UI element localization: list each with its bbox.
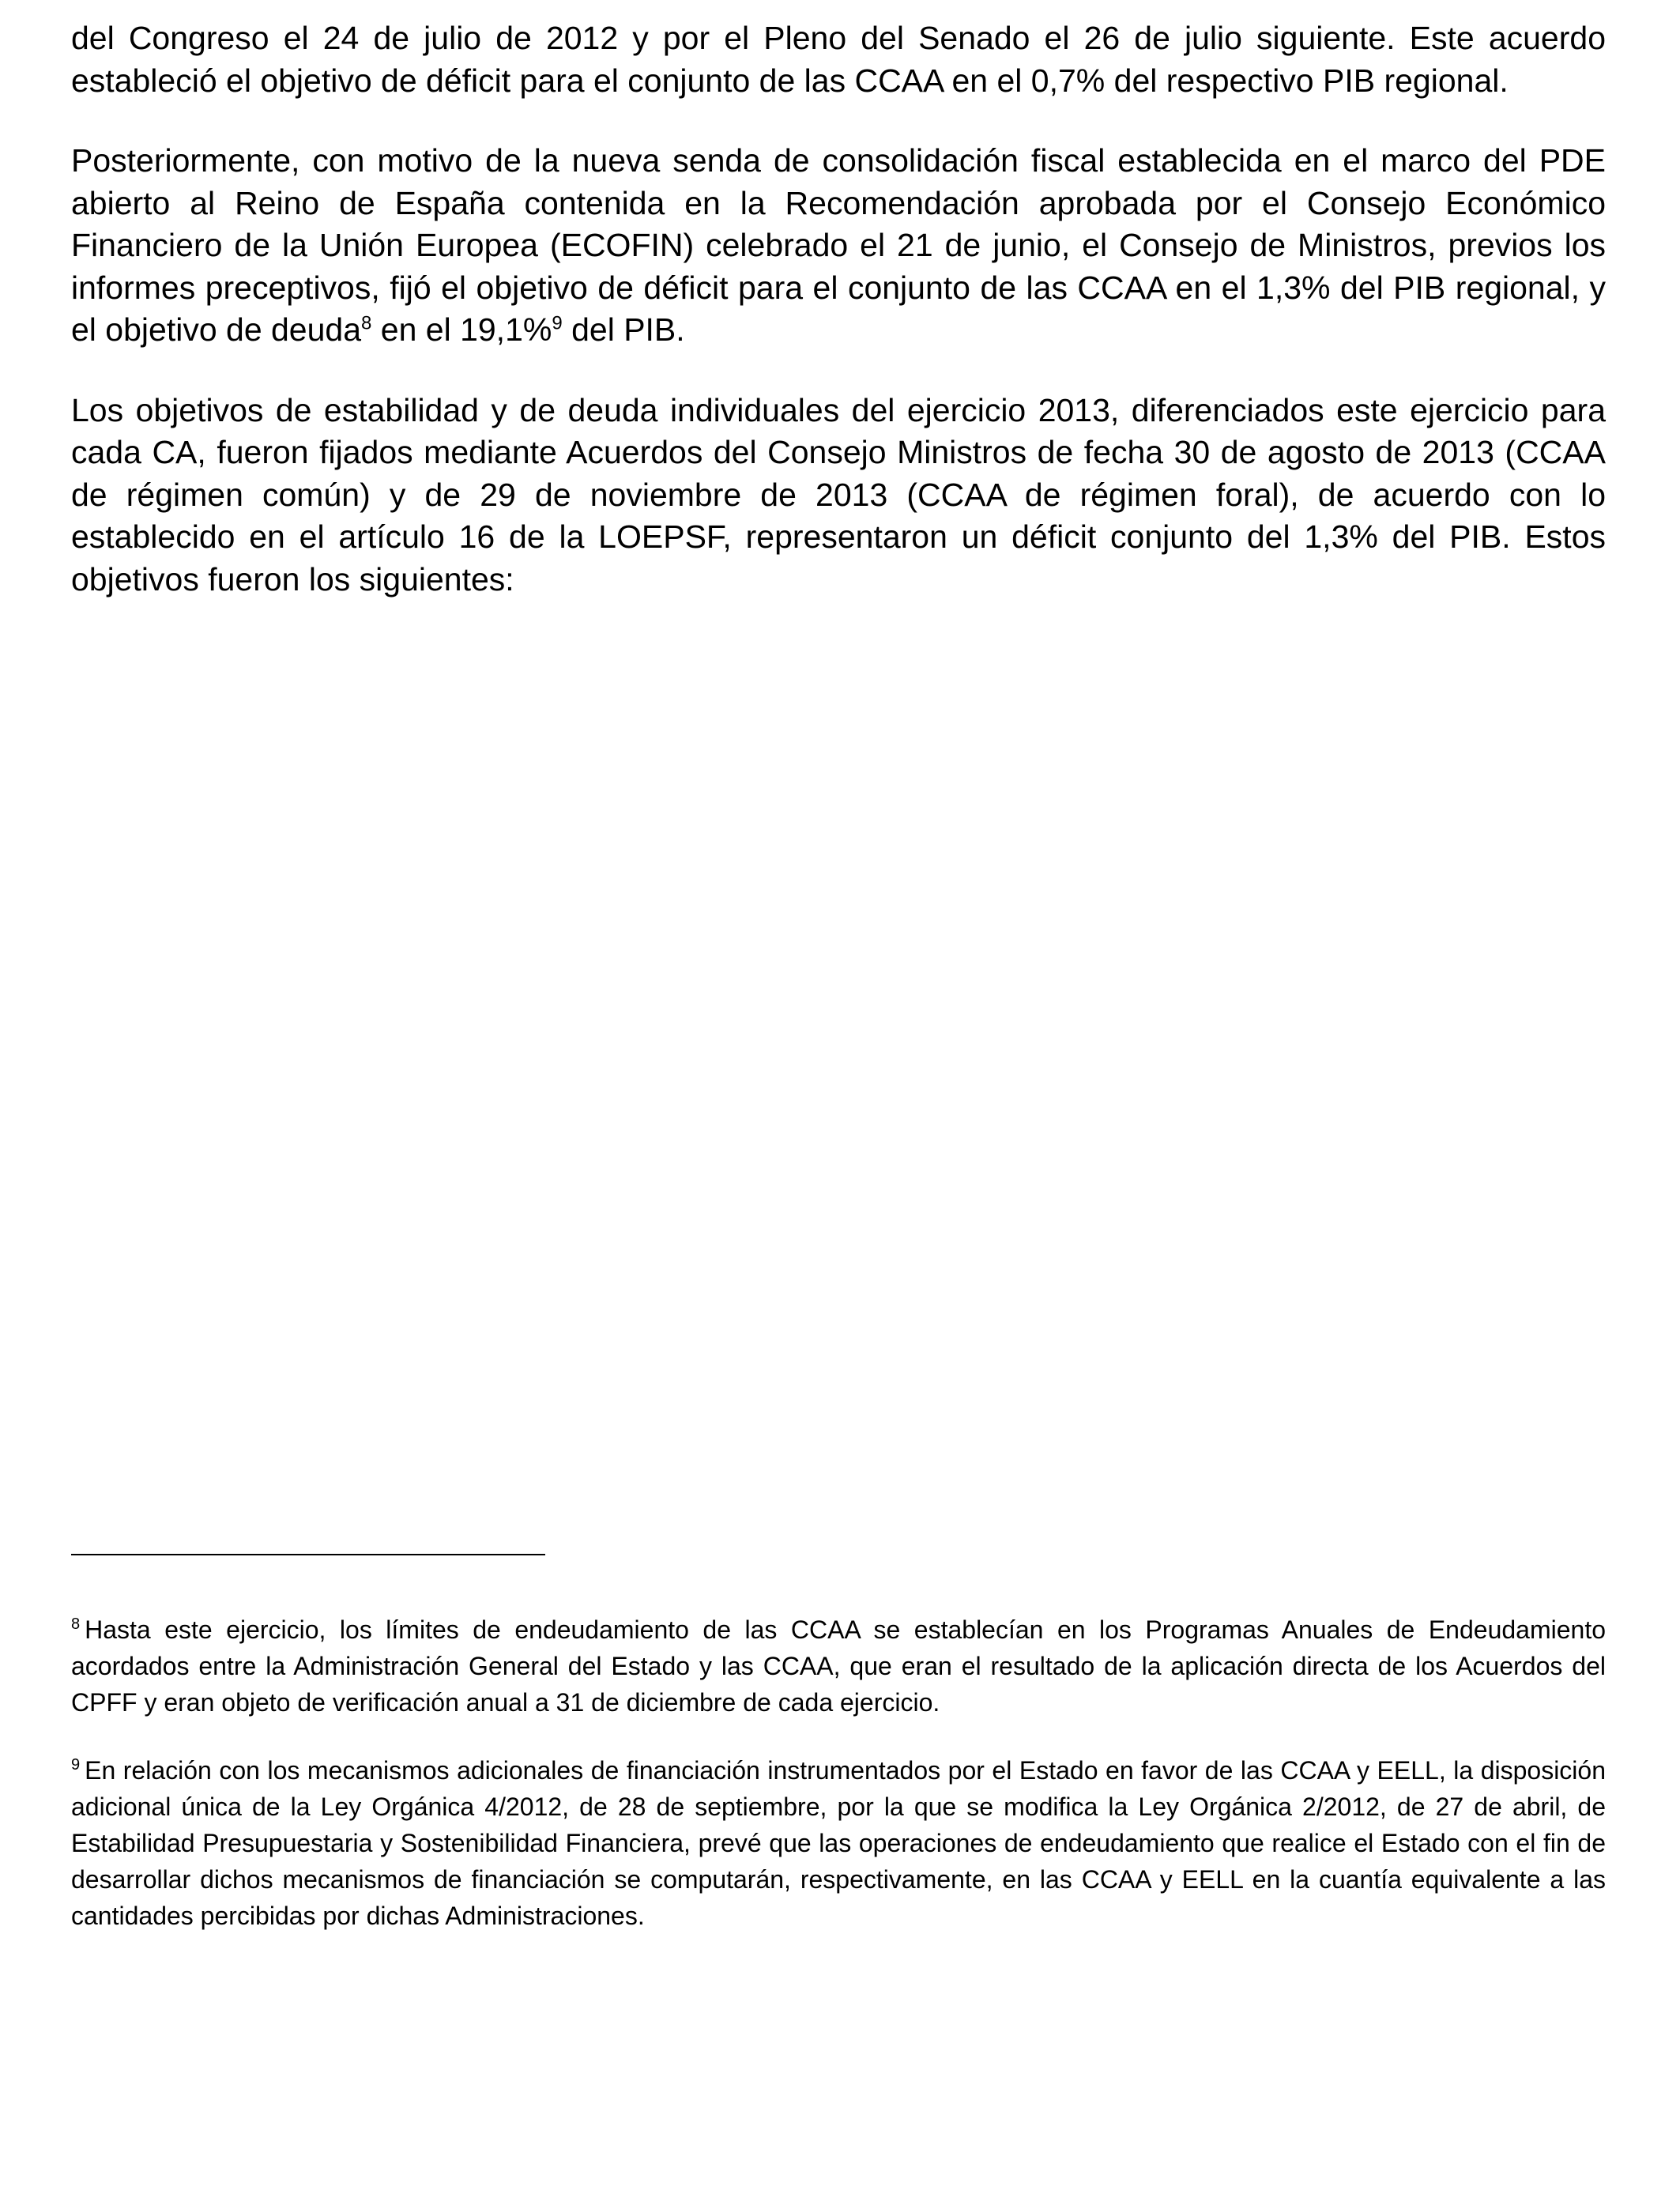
footnote-8 — [71, 1612, 1606, 1721]
footnote-ref-8[interactable]: 8 — [361, 312, 372, 334]
paragraph-2-text: Posteriormente, con motivo de la nueva senda de consolidación fiscal establecida en el marco del PDE abierto al Reino de España contenida en la Recomendación aprobada por el Consejo Económico Financiero de la Unión Europea (ECOFIN) celebrado el 21 de junio, el Consejo de Ministros, previos los informes preceptivos, fijó el objetivo de déficit para el conjunto de las CCAA en el 1,3% del PIB regional, y el objetivo de deuda — [71, 142, 1606, 348]
footnote-number-9: 9 — [71, 1756, 81, 1774]
footnote-number-8: 8 — [71, 1615, 81, 1634]
footnote-ref-9[interactable]: 9 — [552, 312, 563, 334]
footnote-9-text: En relación con los mecanismos adicionales de financiación instrumentados por el Estado en favor de las CCAA y EELL, la disposición adicional única de la Ley Orgánica 4/2012, de 28 de septiembre, por la que se modifica la Ley Orgánica 2/2012, de 27 de abril, de Estabilidad Presupuestaria y Sostenibilidad Financiera, prevé que las operaciones de endeudamiento que realice el Estado con el fin de desarrollar dichos mecanismos de financiación se computarán, respectivamente, en las CCAA y EELL en la cuantía equivalente a las cantidades percibidas por dichas Administraciones. — [71, 1756, 1606, 1930]
paragraph-3-text: Los objetivos de estabilidad y de deuda individuales del ejercicio 2013, diferenciados este ejercicio para cada CA, fueron fijados mediante Acuerdos del Consejo Ministros de fecha 30 de agosto de 2013 (CCAA de régimen común) y de 29 de noviembre de 2013 (CCAA de régimen foral), de acuerdo con lo establecido en el artículo 16 de la LOEPSF, representaron un déficit conjunto del 1,3% del PIB. Estos objetivos fueron los siguientes: — [71, 391, 1606, 598]
paragraph-1-text: del Congreso el 24 de julio de 2012 y por el Pleno del Senado el 26 de julio siguiente. Este acuerdo estableció el objetivo de déficit para el conjunto de las CCAA en el 0,7% del respectivo PIB regional. — [71, 20, 1606, 99]
page-body — [71, 17, 1606, 639]
paragraph-2-text-end: del PIB. — [562, 311, 685, 348]
footnote-8-text: Hasta este ejercicio, los límites de endeudamiento de las CCAA se establecían en los Programas Anuales de Endeudamiento acordados entre la Administración General del Estado y las CCAA, que eran el resultado de la aplicación directa de los Acuerdos del CPFF y eran objeto de verificación anual a 31 de diciembre de cada ejercicio. — [71, 1615, 1606, 1717]
footnote-separator — [71, 1554, 545, 1555]
footnotes-section — [71, 1612, 1606, 1966]
paragraph-2-text-cont: en el 19,1% — [371, 311, 552, 348]
footnote-9 — [71, 1752, 1606, 1934]
paragraph-1 — [71, 17, 1606, 102]
paragraph-2 — [71, 140, 1606, 352]
paragraph-3 — [71, 390, 1606, 601]
